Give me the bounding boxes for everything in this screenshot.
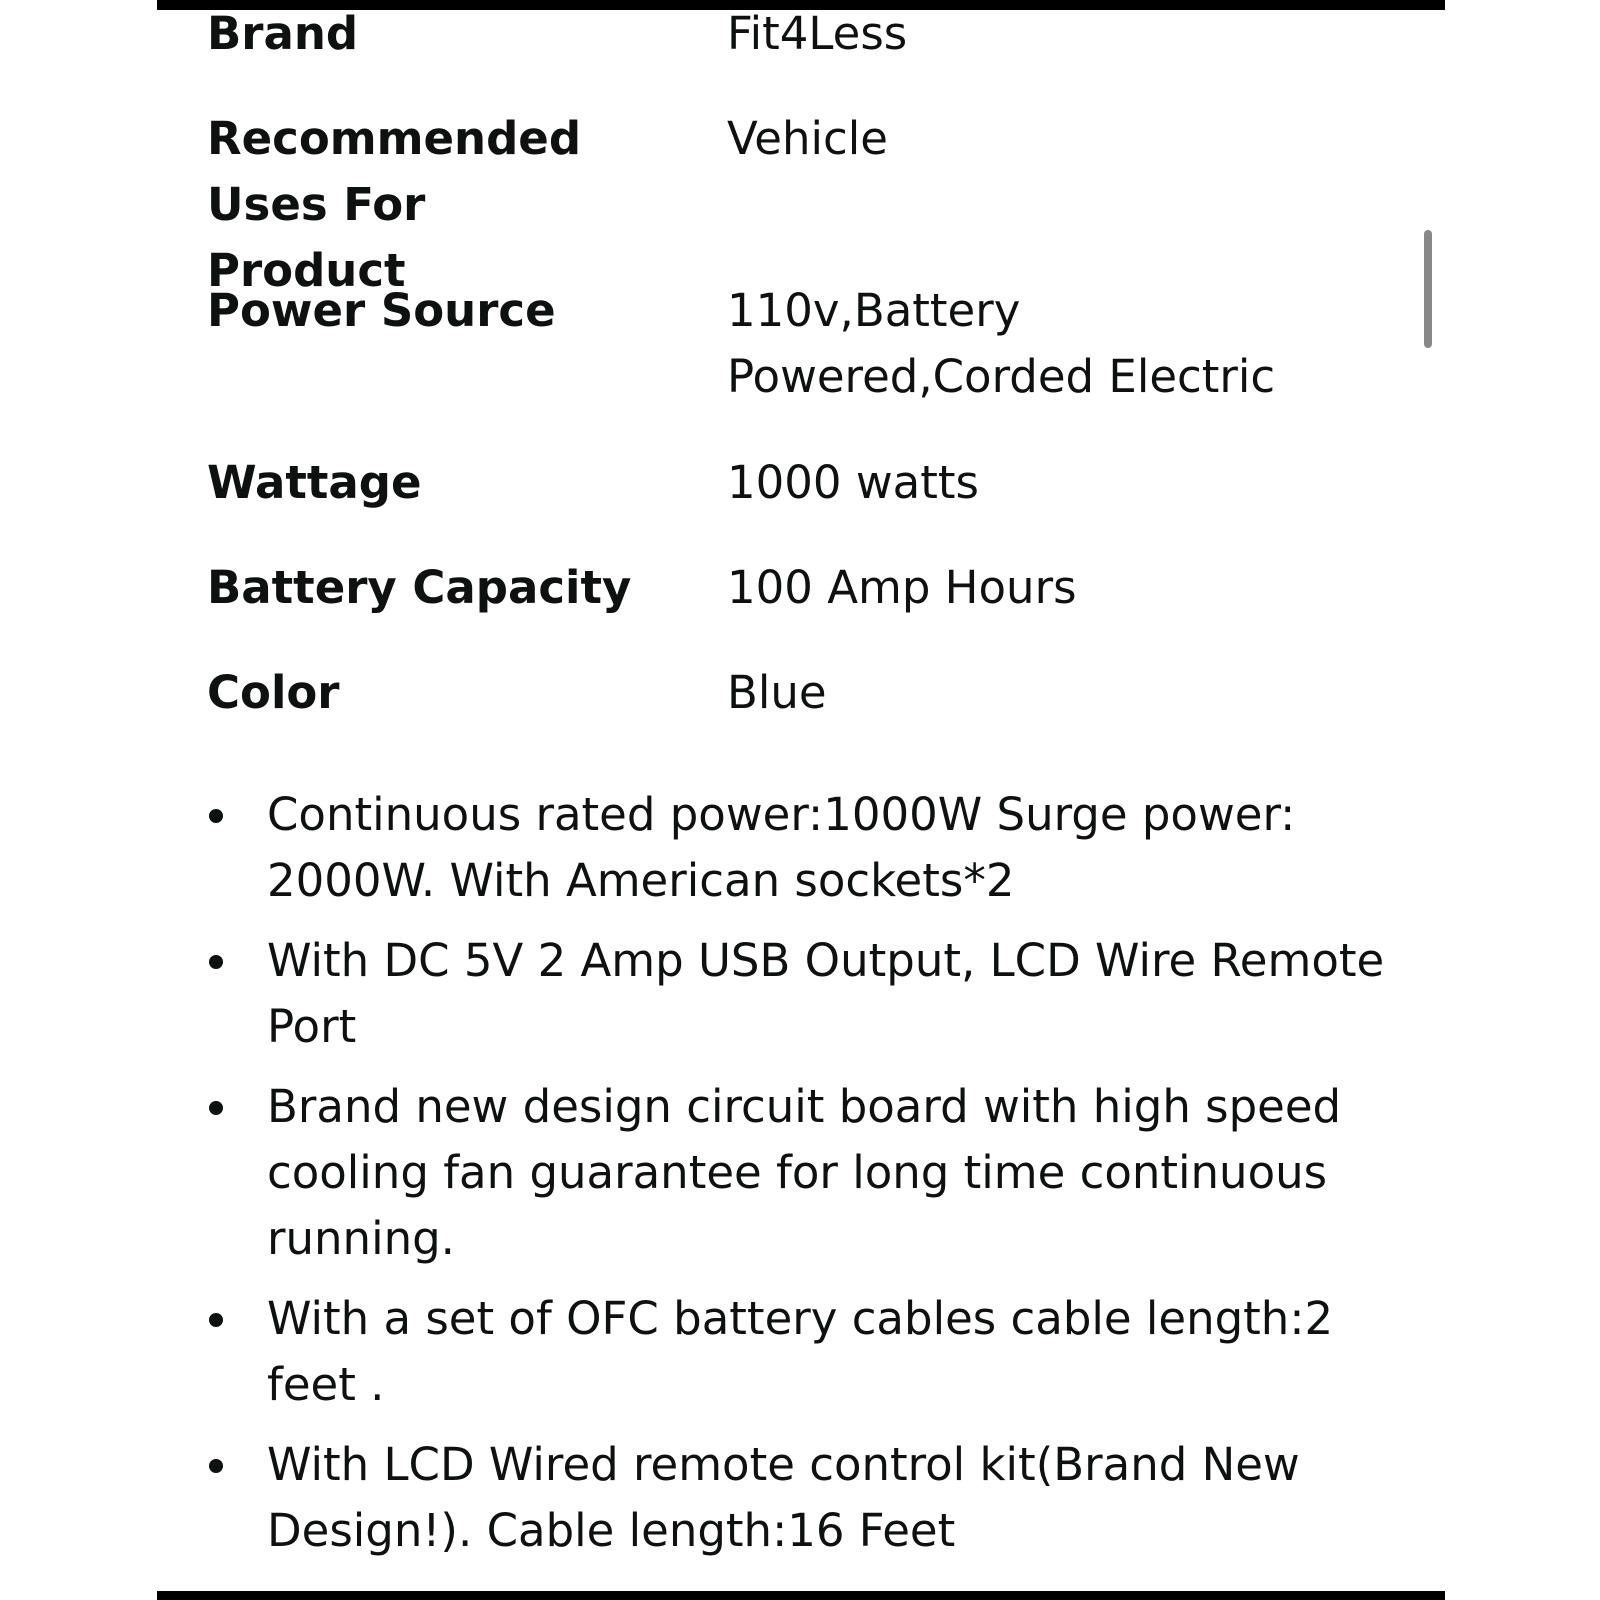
bullet-icon	[209, 809, 223, 823]
list-item	[207, 782, 1397, 914]
list-item	[207, 928, 1397, 1060]
bullet-icon	[209, 1101, 223, 1115]
bullet-text: Brand new design circuit board with high speed cooling fan guarantee for long time continuous running.	[267, 1080, 1342, 1265]
spec-label: Wattage	[207, 456, 422, 509]
list-item	[207, 1074, 1397, 1272]
bullet-text: With DC 5V 2 Amp USB Output, LCD Wire Remote Port	[267, 934, 1385, 1053]
spec-value: Blue	[727, 666, 827, 719]
spec-label: Brand	[207, 7, 359, 60]
spec-value: 110v,Battery Powered,Corded Electric	[727, 284, 1276, 403]
scrollbar-thumb[interactable]	[1424, 230, 1432, 348]
bottom-border	[157, 1591, 1445, 1600]
bullet-text: With a set of OFC battery cables cable length:2 feet .	[267, 1292, 1334, 1411]
spec-value: 1000 watts	[727, 456, 979, 509]
spec-value: Fit4Less	[727, 7, 908, 60]
bullet-text: With LCD Wired remote control kit(Brand New Design!). Cable length:16 Feet	[267, 1438, 1300, 1557]
bullet-icon	[209, 1313, 223, 1327]
spec-label: Power Source	[207, 284, 556, 337]
bullet-icon	[209, 1459, 223, 1473]
feature-bullet-list	[207, 782, 1397, 1578]
spec-value: Vehicle	[727, 112, 888, 165]
bullet-icon	[209, 955, 223, 969]
list-item	[207, 1286, 1397, 1418]
list-item	[207, 1432, 1397, 1564]
bullet-text: Continuous rated power:1000W Surge power: 2000W. With American sockets*2	[267, 788, 1296, 907]
spec-label: Battery Capacity	[207, 561, 632, 614]
spec-label: Color	[207, 666, 340, 719]
spec-label: Recommended Uses For Product	[207, 112, 582, 297]
spec-value: 100 Amp Hours	[727, 561, 1077, 614]
